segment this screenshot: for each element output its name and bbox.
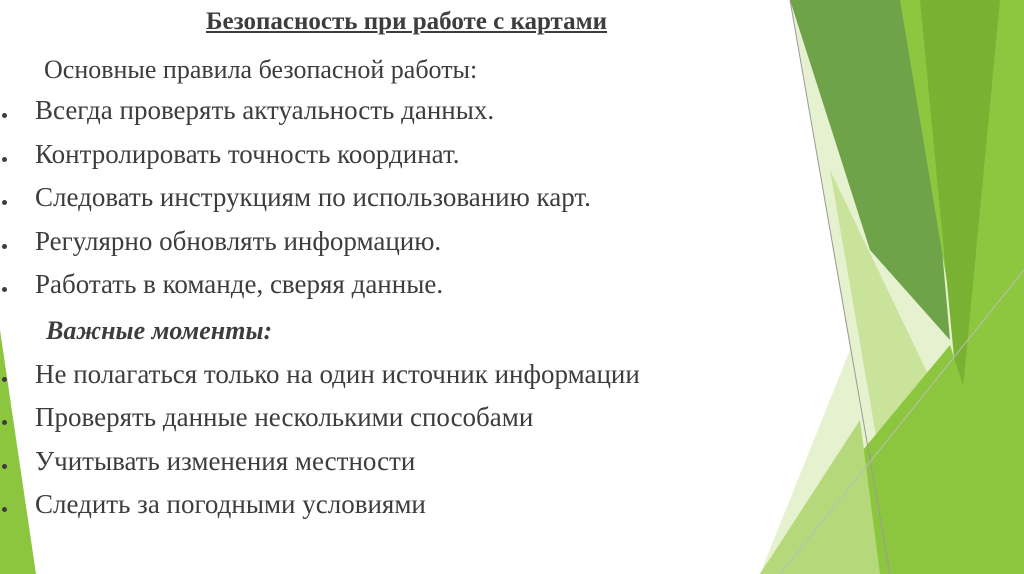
- bullet-icon: [2, 157, 7, 162]
- list-item-text: Следовать инструкциям по использованию карт.: [35, 182, 591, 212]
- list-item-text: Регулярно обновлять информацию.: [35, 226, 442, 256]
- bullet-icon: [2, 464, 7, 469]
- list-item-text: Следить за погодными условиями: [35, 489, 426, 519]
- bullet-icon: [2, 200, 7, 205]
- slide-title: Безопасность при работе с картами: [206, 8, 608, 35]
- rules-subtitle: Основные правила безопасной работы:: [44, 55, 478, 84]
- bullet-icon: [2, 244, 7, 249]
- list-item-text: Работать в команде, сверяя данные.: [35, 269, 444, 299]
- bullet-icon: [2, 377, 7, 382]
- bullet-icon: [2, 287, 7, 292]
- list-item-text: Контролировать точность координат.: [35, 139, 460, 169]
- decor-left-wedge: [0, 330, 36, 574]
- bullet-icon: [2, 420, 7, 425]
- bullet-icon: [2, 507, 7, 512]
- list-item-text: Всегда проверять актуальность данных.: [35, 95, 495, 125]
- important-heading: Важные моменты:: [46, 316, 273, 345]
- list-item-text: Не полагаться только на один источник информации: [35, 359, 640, 389]
- list-item-text: Учитывать изменения местности: [35, 446, 416, 476]
- list-item-text: Проверять данные несколькими способами: [35, 402, 534, 432]
- bullet-icon: [2, 113, 7, 118]
